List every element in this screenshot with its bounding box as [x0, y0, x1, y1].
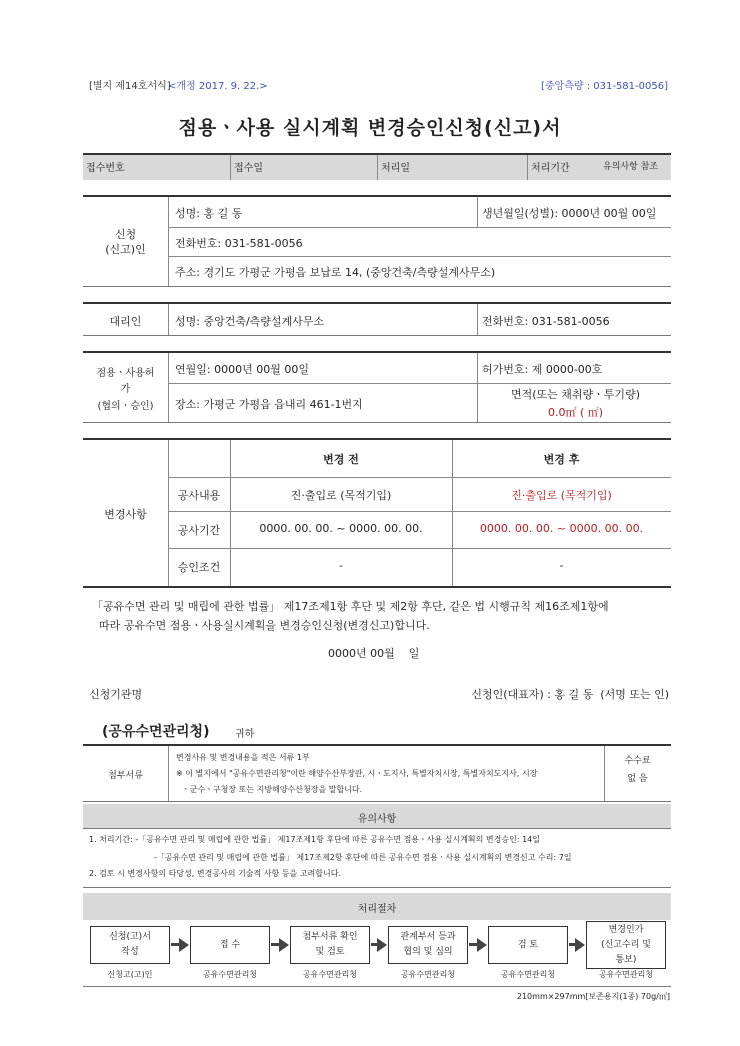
notes-title: 유의사항 — [357, 814, 397, 825]
permit-number: 허가번호: 제 0000-00호 — [482, 363, 603, 376]
statement-line-2: 따라 공유수면 점용ㆍ사용실시계획을 변경승인신청(변경신고)합니다. — [99, 619, 430, 632]
attachments-line-2: ※ 이 별지에서 "공유수면관리청"이란 해양수산부장관, 시ㆍ도지사, 특별자치시장, 특별자치도지사, 시장 — [176, 769, 538, 778]
change-item: 공사내용 — [177, 489, 221, 502]
agent-phone: 전화번호: 031-581-0056 — [482, 315, 610, 328]
receipt-date-label: 접수일 — [234, 163, 263, 174]
procedure-step: 검 토 — [488, 926, 568, 964]
applicant-birth: 생년월일(성별): 0000년 00월 00일 — [482, 207, 657, 220]
procedure-step: 신청(고)서 작성 — [90, 926, 170, 964]
applicant-label-1: 신청 — [114, 228, 137, 241]
applicant-signature: 신청인(대표자) : 홍 길 동 (서명 또는 인) — [471, 688, 669, 701]
applicant-label-2: (신고)인 — [105, 243, 146, 256]
applicant-phone: 전화번호: 031-581-0056 — [175, 237, 303, 250]
fee-value: 없 음 — [627, 774, 648, 784]
procedure-actor: 공유수면관리청 — [500, 970, 556, 979]
after-header: 변경 후 — [543, 453, 580, 466]
permit-area-label: 면적(또는 채취량ㆍ투기량) — [511, 388, 640, 401]
procedure-title: 처리절차 — [357, 904, 397, 915]
applicant-address: 주소: 경기도 가평군 가평읍 보납로 14, (중앙건축/측량설계사무소) — [175, 266, 496, 279]
permit-area-value: 0.0㎡ ( ㎡) — [547, 406, 604, 419]
procedure-actor: 공유수면관리청 — [202, 970, 258, 979]
statement-date: 0000년 00월 일 — [328, 647, 420, 660]
recipient-name: (공유수면관리청) — [102, 724, 210, 740]
recipient-suffix: 귀하 — [235, 729, 255, 740]
agent-label: 대리인 — [109, 315, 142, 328]
contact-info: [중앙측량 : 031-581-0056] — [540, 81, 668, 92]
arrow-right-icon — [377, 938, 387, 952]
notes-line-1: 1. 처리기간: -「공유수면 관리 및 매립에 관한 법률」 제17조제1항 후단에 따른 공유수면 점용ㆍ사용 실시계획의 변경승인: 14일 — [89, 835, 540, 844]
processing-period-value: 유의사항 참조 — [603, 162, 659, 172]
procedure-step: 관계부서 등과 협의 및 심의 — [388, 926, 468, 964]
attachments-label: 첨부서류 — [108, 771, 143, 781]
fee-label: 수수료 — [624, 756, 651, 766]
attachments-line-1: 변경사유 및 변경내용을 적은 서류 1부 — [176, 753, 310, 762]
notes-line-2: -「공유수면 관리 및 매립에 관한 법률」 제17조제2항 후단에 따른 공유수면 점용ㆍ사용 실시계획의 변경신고 수리: 7일 — [154, 853, 572, 862]
arrow-right-icon — [575, 938, 585, 952]
permit-label-1: 점용ㆍ사용허 — [96, 368, 155, 379]
revision-date: <개정 2017. 9. 22.> — [168, 81, 268, 92]
procedure-step: 변경인가 (신고수리 및 통보) — [586, 921, 666, 969]
receipt-number-label: 접수번호 — [86, 163, 125, 174]
permit-label-2: 가 — [120, 384, 131, 395]
agency-label: 신청기관명 — [89, 688, 143, 701]
change-before: - — [339, 559, 343, 572]
notes-line-3: 2. 검토 시 변경사항의 타당성, 변경공사의 기술적 사항 등을 고려합니다. — [89, 869, 341, 878]
procedure-actor: 공유수면관리청 — [302, 970, 358, 979]
statement-line-1: 「공유수면 관리 및 매립에 관한 법률」 제17조제1항 후단 및 제2항 후단, 같은 법 시행규칙 제16조제1항에 — [92, 600, 609, 613]
arrow-right-icon — [477, 938, 487, 952]
permit-place: 장소: 가평군 가평읍 읍내리 461-1번지 — [175, 398, 363, 411]
change-item: 공사기간 — [177, 524, 221, 537]
arrow-right-icon — [179, 938, 189, 952]
before-header: 변경 전 — [323, 453, 359, 466]
processed-date-label: 처리일 — [381, 163, 410, 174]
changes-label: 변경사항 — [104, 508, 147, 521]
page-title: 점용ㆍ사용 실시계획 변경승인신청(신고)서 — [178, 117, 562, 139]
procedure-step: 첨부서류 확인 및 검토 — [290, 926, 370, 964]
procedure-actor: 공유수면관리청 — [598, 970, 654, 979]
permit-date: 연월일: 0000년 00월 00일 — [175, 363, 309, 376]
change-before: 0000. 00. 00. ~ 0000. 00. 00. — [259, 522, 423, 535]
agent-name: 성명: 중앙건축/측량설계사무소 — [175, 315, 325, 328]
attachments-line-3: ㆍ군수ㆍ구청장 또는 지방해양수산청장을 말합니다. — [182, 785, 363, 794]
arrow-right-icon — [279, 938, 289, 952]
processing-period-label: 처리기간 — [531, 163, 570, 174]
change-after: 진·출입로 (목적기입) — [511, 489, 612, 502]
paper-spec: 210mm×297mm[보존용지(1종) 70g/㎡] — [516, 992, 670, 1001]
change-after: 0000. 00. 00. ~ 0000. 00. 00. — [479, 522, 644, 535]
procedure-step: 접 수 — [190, 926, 270, 964]
applicant-name: 성명: 홍 길 동 — [175, 207, 243, 220]
change-after: - — [559, 559, 564, 572]
form-number: [별지 제14호서식] — [89, 81, 171, 92]
change-item: 승인조건 — [177, 561, 221, 574]
procedure-actor: 공유수면관리청 — [400, 970, 456, 979]
permit-label-3: (협의ㆍ승인) — [97, 401, 154, 412]
procedure-actor: 신청고(고)인 — [107, 970, 153, 979]
change-before: 진·출입로 (목적기입) — [290, 489, 392, 502]
